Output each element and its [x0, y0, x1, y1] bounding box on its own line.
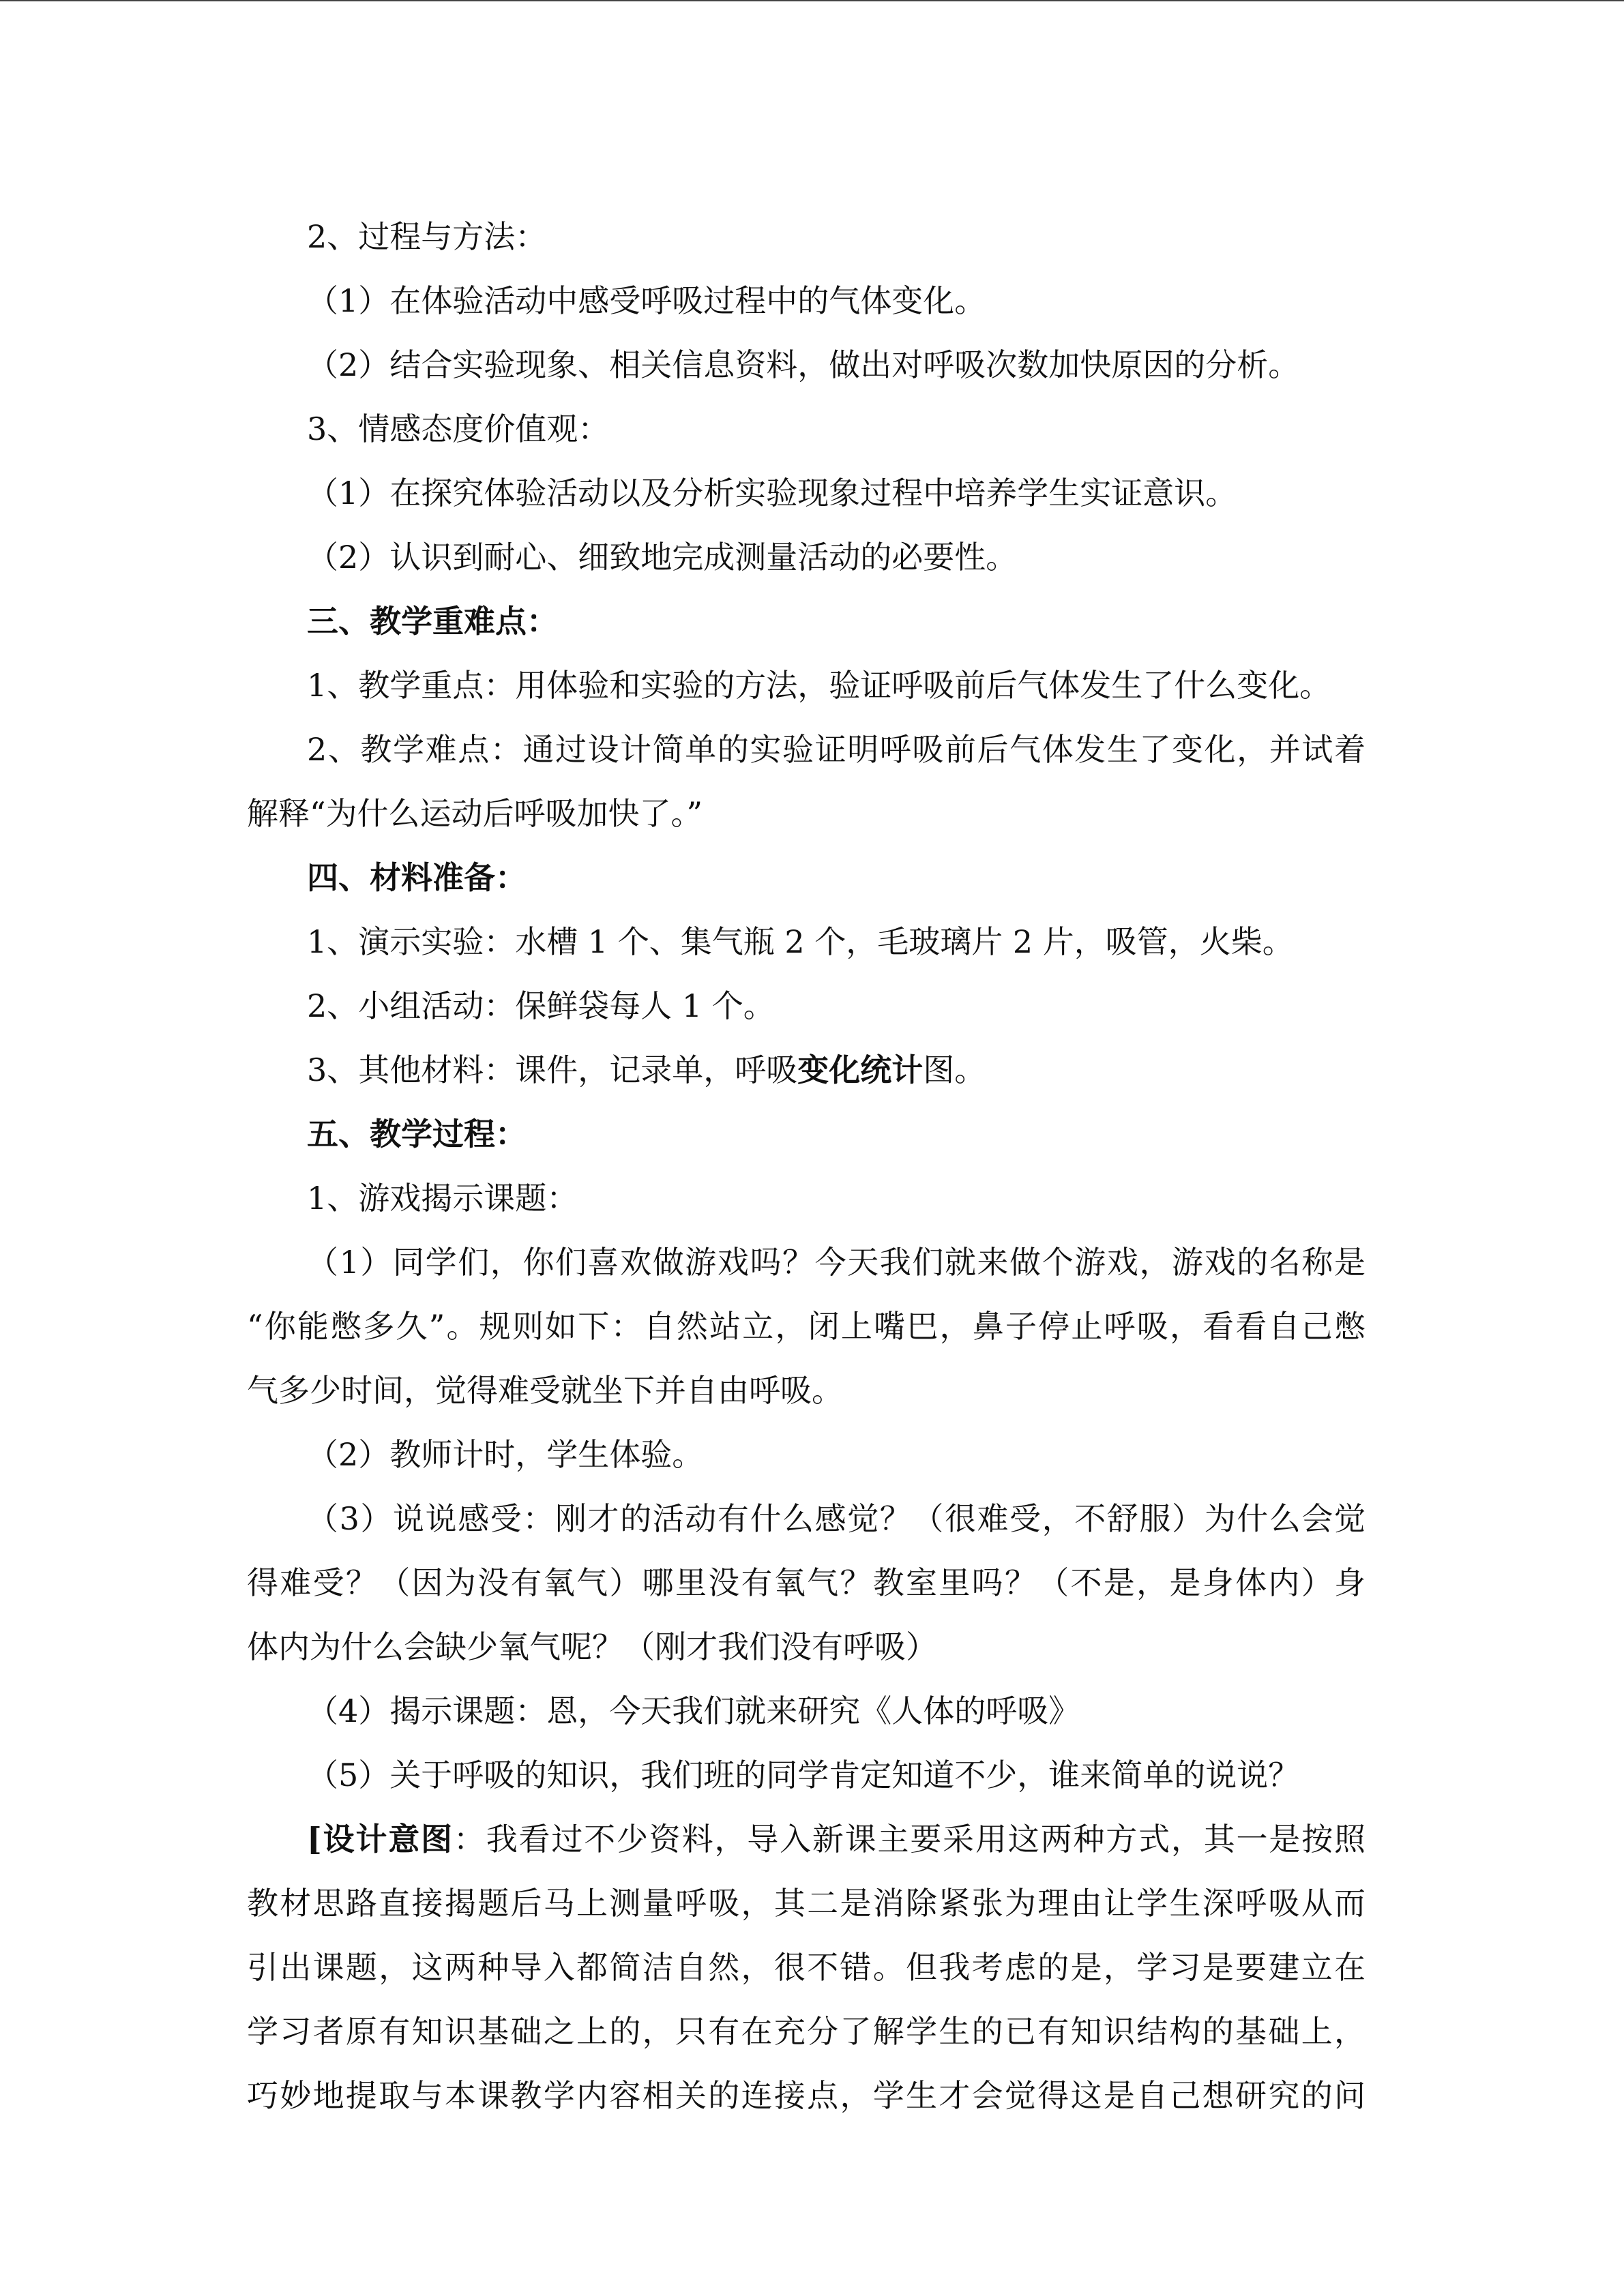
design-intent-label: [设计意图: [307, 1821, 454, 1858]
paragraph-line: [247, 1038, 1365, 1102]
paragraph-line: [247, 1807, 1365, 1871]
list-item: （4）揭示课题：恩，今天我们就来研究《人体的呼吸》: [307, 1693, 1080, 1729]
bold-text-run: 变化统计: [797, 1052, 924, 1088]
subheading-process-method: 2、过程与方法：: [307, 218, 547, 255]
paragraph-line: （1）同学们，你们喜欢做游戏吗？今天我们就来做个游戏，游戏的名称是: [307, 1244, 1365, 1281]
section-heading-key-points: 三、教学重难点：: [307, 603, 558, 640]
paragraph-line: 引出课题，这两种导入都简洁自然，很不错。但我考虑的是，学习是要建立在: [247, 1949, 1365, 1986]
subheading-game: 1、游戏揭示课题：: [307, 1180, 578, 1217]
subheading-attitude-values: 3、情感态度价值观：: [307, 411, 610, 447]
paragraph-line: 巧妙地提取与本课教学内容相关的连接点，学生才会觉得这是自己想研究的问: [247, 2077, 1365, 2114]
paragraph-line: 解释“为什么运动后呼吸加快了。”: [247, 795, 703, 832]
paragraph-line: （3）说说感受：刚才的活动有什么感觉？（很难受，不舒服）为什么会觉: [307, 1500, 1365, 1537]
page-top-rule: [0, 0, 1624, 1]
list-item: （1）在探究体验活动以及分析实验现象过程中培养学生实证意识。: [307, 475, 1237, 511]
section-heading-teaching-process: 五、教学过程：: [307, 1116, 527, 1152]
paragraph-line: 1、教学重点：用体验和实验的方法，验证呼吸前后气体发生了什么变化。: [307, 667, 1331, 704]
paragraph-line: 得难受？（因为没有氧气）哪里没有氧气？教室里吗？（不是，是身体内）身: [247, 1564, 1365, 1601]
paragraph-line: 2、小组活动：保鲜袋每人 1 个。: [307, 987, 775, 1024]
text-run: ：我看过不少资料，导入新课主要采用这两种方式，其一是按照: [453, 1821, 1366, 1858]
text-run: 图。: [923, 1052, 986, 1088]
list-item: （5）关于呼吸的知识，我们班的同学肯定知道不少，谁来简单的说说？: [307, 1757, 1300, 1793]
paragraph-line: 学习者原有知识基础之上的，只有在充分了解学生的已有知识结构的基础上，: [247, 2013, 1365, 2050]
paragraph-line: “你能憋多久”。规则如下：自然站立，闭上嘴巴，鼻子停止呼吸，看看自己憋: [247, 1308, 1365, 1345]
list-item: （2）认识到耐心、细致地完成测量活动的必要性。: [307, 539, 1018, 576]
list-item: （2）结合实验现象、相关信息资料，做出对呼吸次数加快原因的分析。: [307, 346, 1300, 383]
paragraph-line: 1、演示实验：水槽 1 个、集气瓶 2 个，毛玻璃片 2 片，吸管，火柴。: [307, 923, 1294, 960]
paragraph-line: 教材思路直接揭题后马上测量呼吸，其二是消除紧张为理由让学生深呼吸从而: [247, 1885, 1365, 1922]
text-run: 3、其他材料：课件，记录单，呼吸: [307, 1052, 798, 1088]
paragraph-line: 气多少时间，觉得难受就坐下并自由呼吸。: [247, 1372, 843, 1409]
document-body: [247, 205, 1365, 2128]
paragraph-line: 体内为什么会缺少氧气呢？（刚才我们没有呼吸）: [247, 1628, 937, 1665]
list-item: （1）在体验活动中感受呼吸过程中的气体变化。: [307, 282, 986, 319]
paragraph-line: 2、教学难点：通过设计简单的实验证明呼吸前后气体发生了变化，并试着: [307, 731, 1365, 768]
section-heading-materials: 四、材料准备：: [307, 859, 527, 896]
list-item: （2）教师计时，学生体验。: [307, 1436, 704, 1473]
